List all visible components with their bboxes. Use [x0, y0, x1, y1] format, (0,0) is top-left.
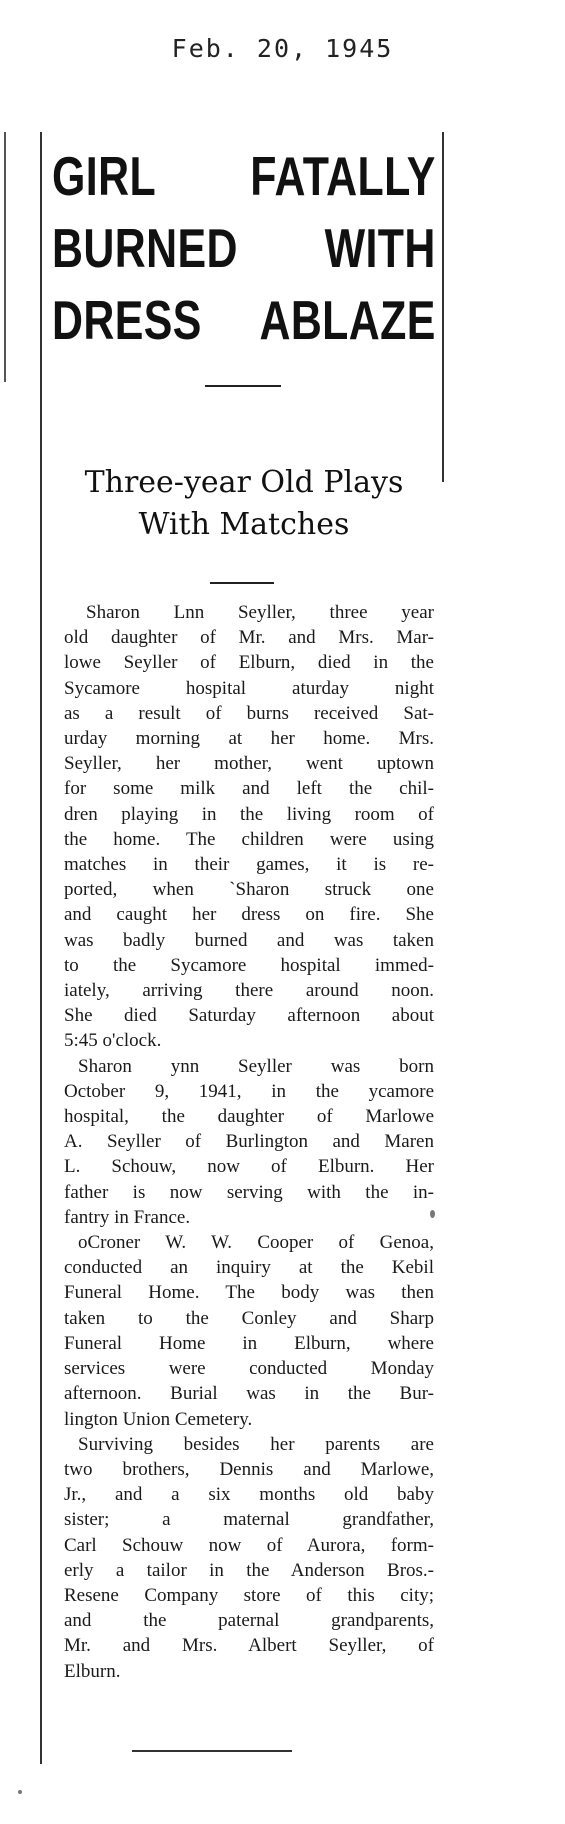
headline	[52, 140, 436, 356]
body-line: and caught her dress on fire. She	[64, 904, 434, 926]
body-line: Sharon ynn Seyller was born	[78, 1055, 434, 1077]
headline-line-1: GIRL FATALLY	[52, 145, 436, 207]
body-line: She died Saturday afternoon about	[64, 1005, 434, 1027]
body-line: 5:45 o'clock.	[64, 1030, 162, 1052]
body-line: taken to the Conley and Sharp	[64, 1307, 434, 1329]
body-line: urday morning at her home. Mrs.	[64, 728, 434, 750]
body-line: Resene Company store of this city;	[64, 1584, 434, 1606]
body-line: Sycamore hospital aturday night	[64, 677, 434, 699]
body-line: erly a tailor in the Anderson Bros.-	[64, 1559, 434, 1581]
column-rule-right	[442, 132, 444, 482]
body-line: matches in their games, it is re-	[64, 854, 434, 876]
body-line: Jr., and a six months old baby	[64, 1484, 434, 1506]
headline-divider	[205, 385, 281, 387]
body-line: Carl Schouw now of Aurora, form-	[64, 1534, 434, 1556]
body-line: old daughter of Mr. and Mrs. Mar-	[64, 627, 434, 649]
body-line: dren playing in the living room of	[64, 803, 434, 825]
body-line: oCroner W. W. Cooper of Genoa,	[78, 1232, 434, 1254]
body-line: Funeral Home in Elburn, where	[64, 1332, 434, 1354]
subheadline	[44, 462, 444, 546]
body-line: Mr. and Mrs. Albert Seyller, of	[64, 1635, 434, 1657]
body-line: as a result of burns received Sat-	[64, 702, 434, 724]
body-line: hospital, the daughter of Marlowe	[64, 1106, 434, 1128]
body-line: Elburn.	[64, 1660, 121, 1682]
headline-line-3: DRESS ABLAZE	[52, 289, 436, 351]
body-line: the home. The children were using	[64, 828, 434, 850]
body-line: A. Seyller of Burlington and Maren	[64, 1131, 434, 1153]
body-line: L. Schouw, now of Elburn. Her	[64, 1156, 434, 1178]
body-line: fantry in France.	[64, 1206, 191, 1228]
body-line: and the paternal grandparents,	[64, 1610, 434, 1632]
body-line: two brothers, Dennis and Marlowe,	[64, 1458, 434, 1480]
subheadline-line-1: Three-year Old Plays	[84, 465, 404, 500]
body-line: was badly burned and was taken	[64, 929, 434, 951]
body-line: Funeral Home. The body was then	[64, 1282, 434, 1304]
body-line: to the Sycamore hospital immed-	[64, 954, 434, 976]
body-line: lowe Seyller of Elburn, died in the	[64, 652, 434, 674]
body-line: Seyller, her mother, went uptown	[64, 753, 434, 775]
article-column	[40, 132, 444, 1764]
article-end-rule	[132, 1750, 292, 1752]
body-line: conducted an inquiry at the Kebil	[64, 1257, 434, 1279]
body-line: October 9, 1941, in the ycamore	[64, 1080, 434, 1102]
column-rule-left	[40, 132, 42, 1764]
article-body	[64, 600, 434, 1684]
body-line: Surviving besides her parents are	[78, 1433, 434, 1455]
clipping-edge-mark	[4, 132, 6, 382]
clipping-date: Feb. 20, 1945	[171, 34, 394, 63]
body-line: sister; a maternal grandfather,	[64, 1509, 434, 1531]
body-line: father is now serving with the in-	[64, 1181, 434, 1203]
body-line: Sharon Lnn Seyller, three year	[86, 602, 434, 623]
scan-speck	[18, 1790, 22, 1794]
body-line: iately, arriving there around noon.	[64, 980, 434, 1002]
body-line: afternoon. Burial was in the Bur-	[64, 1383, 434, 1405]
headline-line-2: BURNED WITH	[52, 217, 436, 279]
scan-speck	[430, 1210, 435, 1218]
body-line: services were conducted Monday	[64, 1358, 434, 1380]
body-line: lington Union Cemetery.	[64, 1408, 253, 1430]
body-line: ported, when `Sharon struck one	[64, 879, 434, 901]
subheadline-line-2: With Matches	[138, 507, 350, 542]
body-line: for some milk and left the chil-	[64, 778, 434, 800]
subheadline-divider	[210, 582, 274, 584]
